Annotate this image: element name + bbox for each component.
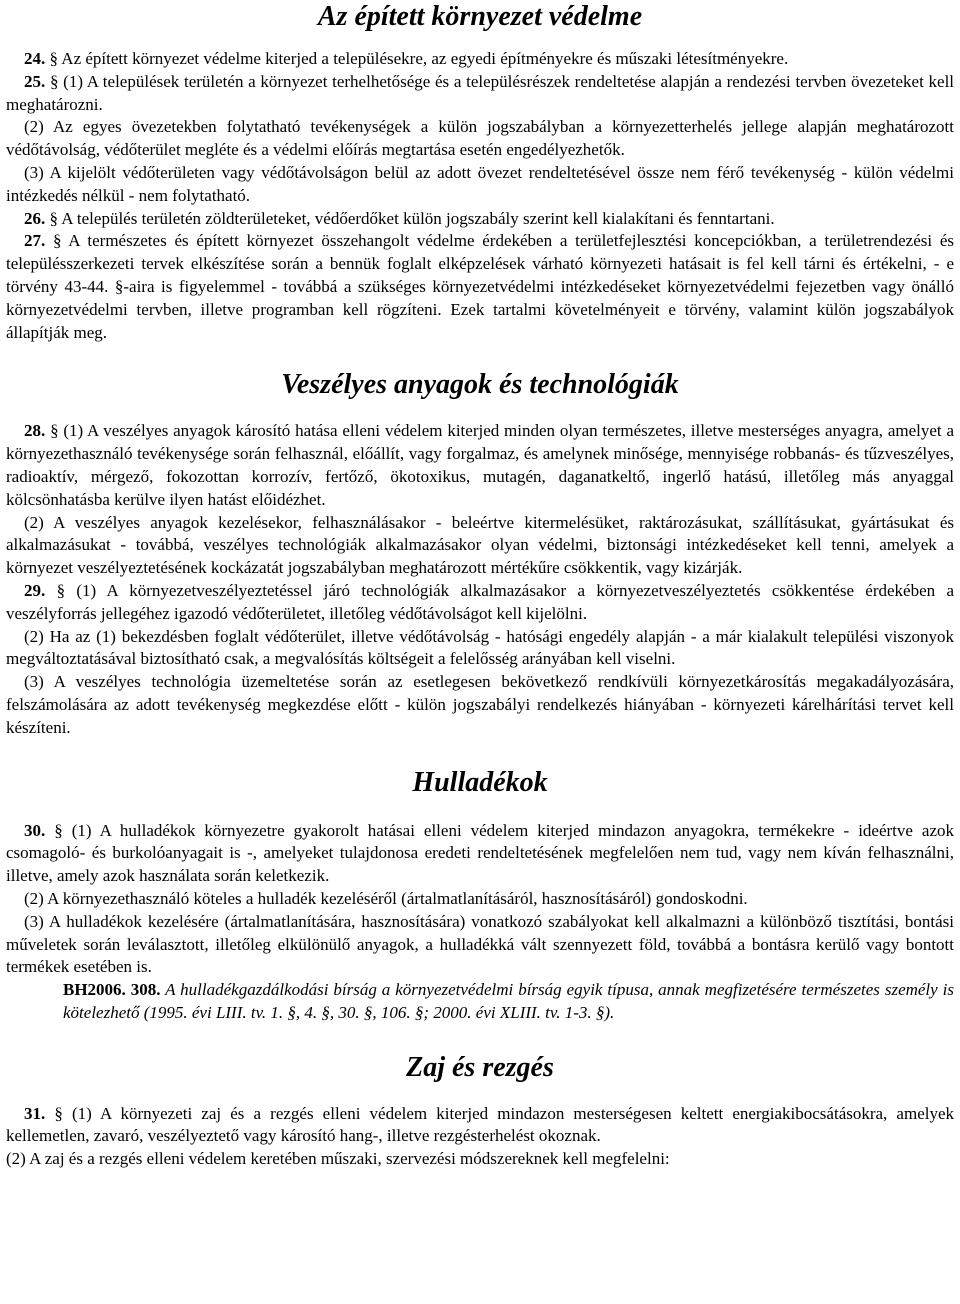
paragraph-31-1 [6, 1103, 954, 1149]
section-sign-link[interactable]: § [54, 820, 63, 840]
paragraph-text: (1) A hulladékok környezetre gyakorolt hatásai elleni védelem kiterjed mindazon anyagokra, termékekre - ideértve azok csomagoló- és burkolóanyagait is -, amelyeket tulajdonosa eredeti rendeltetésének megfelelően nem tud, vagy nem kíván felhasználni, illetve, amely azok használata során keletkezik. [6, 820, 955, 886]
section-sign-link[interactable]: § [53, 231, 62, 251]
paragraph-26 [6, 208, 954, 231]
section-heading-hazardous-materials: Veszélyes anyagok és technológiák [281, 369, 679, 401]
paragraph-25-3: (3) A kijelölt védőterületen vagy védőtávolságon belül az adott övezet rendeltetésével össze nem férő tevékenység - külön védelmi intézkedés nélkül - nem folytatható. [6, 162, 954, 205]
paragraph-text: (1) A veszélyes anyagok károsító hatása elleni védelem kiterjed minden olyan természetes, illetve mesterséges anyagra, amelyet a környezethasználó tevékenysége során felhasznál, előállít, vagy forgalmaz, és amelynek minősége, mennyisége robbanás- és tűzveszélyes, radioaktív, mérgező, fokozottan korrozív, fertőző, ökotoxikus, mutagén, daganatkeltő, ingerlő hatású, illetőleg más anyaggal kölcsönhatásba kerülve ilyen hatást előidézhet. [6, 421, 955, 509]
paragraph-25-1 [6, 71, 954, 117]
paragraph-28-2: (2) A veszélyes anyagok kezelésekor, felhasználásakor - beleértve kitermelésüket, raktározásukat, szállításukat, gyártásukat és alkalmazásukat - továbbá, veszélyes technológiák alkalmazásakor olyan védelmi, biztonsági intézkedéseket kell tenni, amelyek a környezet veszélyeztetésének kockázatát jogszabályban meghatározott mértékűre csökkentik, vagy kizárják. [6, 512, 954, 578]
section-heading-built-environment: Az épített környezet védelme [317, 1, 643, 32]
section-sign-link[interactable]: § [50, 421, 59, 441]
court-decision-reference: BH2006. 308. [63, 980, 161, 1000]
section-number: 24. [24, 49, 46, 68]
paragraph-29-3: (3) A veszélyes technológia üzemeltetése során az esetlegesen bekövetkező rendkívüli környezetkárosítás megakadályozására, felszámolására az adott tevékenység megkezdése előtt - külön jogszabályi rendelkezés hiányában - környezeti kárelhárítási tervet kell készíteni. [6, 672, 954, 737]
section-number: 26. [24, 208, 46, 228]
paragraph-31-2: (2) A zaj és a rezgés elleni védelem keretében műszaki, szervezési módszereknek kell megfelelni: [6, 1149, 670, 1169]
paragraph-27 [6, 230, 954, 344]
court-decision-text: A hulladékgazdálkodási bírság a környezetvédelmi bírság egyik típusa, annak megfizetésére természetes személy is kötelezhető (1995. évi LIII. tv. 1. §, 4. §, 30. §, 106. §; 2000. évi XLIII. tv. 1-3. §). [63, 980, 954, 1022]
paragraph-24 [6, 48, 954, 71]
section-number: 29. [24, 580, 46, 600]
paragraph-text: (1) A települések területén a környezet terhelhetősége és a településrészek rendeltetése alapján a rendezési tervben övezeteket kell meghatározni. [6, 71, 955, 114]
section-sign-link[interactable]: § [49, 208, 58, 228]
section-sign-link[interactable]: § [54, 1103, 63, 1123]
paragraph-29-2: (2) Ha az (1) bekezdésben foglalt védőterület, illetve védőtávolság - hatósági engedély alapján - a már kialakult települési viszonyok megváltoztatásával biztosítható csak, a megvalósítás költségeit a felelősség arányában kell viselni. [6, 626, 954, 669]
court-decision-note [63, 979, 954, 1025]
section-sign-link[interactable]: § [49, 71, 59, 91]
section-number: 30. [24, 820, 46, 840]
section-heading-noise-vibration: Zaj és rezgés [406, 1051, 554, 1083]
section-sign-link[interactable]: § [56, 580, 66, 600]
paragraph-text: (1) A környezetveszélyeztetéssel járó technológiák alkalmazásakor a környezetveszélyeztetés csökkentése érdekében a veszélyforrás jellegéhez igazodó védőterületet, illetőleg védőtávolságot kell kijelölni. [6, 580, 954, 623]
section-number: 27. [24, 231, 46, 251]
section-heading-waste: Hulladékok [412, 766, 548, 798]
paragraph-text: A település területén zöldterületeket, védőerdőket külön jogszabály szerint kell kialakítani és fenntartani. [58, 208, 775, 228]
section-number: 28. [24, 421, 46, 441]
paragraph-30-2: (2) A környezethasználó köteles a hulladék kezeléséről (ártalmatlanításáról, hasznosításáról) gondoskodni. [24, 888, 748, 908]
paragraph-29-1 [6, 580, 954, 626]
paragraph-25-2: (2) Az egyes övezetekben folytatható tevékenységek a külön jogszabályban a környezetterhelés jellege alapján meghatározott védőtávolság, védőterület megléte és a védelmi előírás megtartása esetén engedélyezhetők. [6, 117, 954, 160]
paragraph-text: A természetes és épített környezet összehangolt védelme érdekében a területfejlesztési koncepciókban, a területrendezési és településszerkezeti tervek elkészítése során a bennük foglalt elképzelések várható környezeti hatásait is fel kell tárni és értékelni, - e törvény 43-44. §-aira is figyelemmel - továbbá a szükséges környezetvédelmi intézkedéseket környezetvédelmi fejezetben vagy önálló környezetvédelmi tervben, illetve programban kell rögzíteni. Ezek tartalmi követelményeit e törvény, valamint külön jogszabályok állapítják meg. [6, 231, 954, 342]
paragraph-30-1 [6, 820, 954, 888]
section-sign-link[interactable]: § [49, 49, 58, 68]
paragraph-30-3: (3) A hulladékok kezelésére (ártalmatlanítására, hasznosítására) vonatkozó szabályokat kell alkalmazni a különböző tisztítási, bontási műveletek során leválasztott, illetőleg elkülönülő anyagok, a hulladékká vált szennyezett föld, továbbá a bontásra kerülő vagy bontott termékek esetében is. [6, 911, 954, 977]
paragraph-28-1 [6, 420, 954, 511]
paragraph-text: (1) A környezeti zaj és a rezgés elleni védelem kiterjed mindazon mesterségesen keltett energiakibocsátásokra, amelyek kellemetlen, zavaró, veszélyeztető vagy károsító hang-, illetve rezgésterhelést okoznak. [6, 1103, 955, 1146]
section-number: 31. [24, 1103, 46, 1123]
paragraph-text: Az épített környezet védelme kiterjed a településekre, az egyedi építményekre és műszaki létesítményekre. [58, 49, 789, 68]
section-number: 25. [24, 71, 46, 91]
